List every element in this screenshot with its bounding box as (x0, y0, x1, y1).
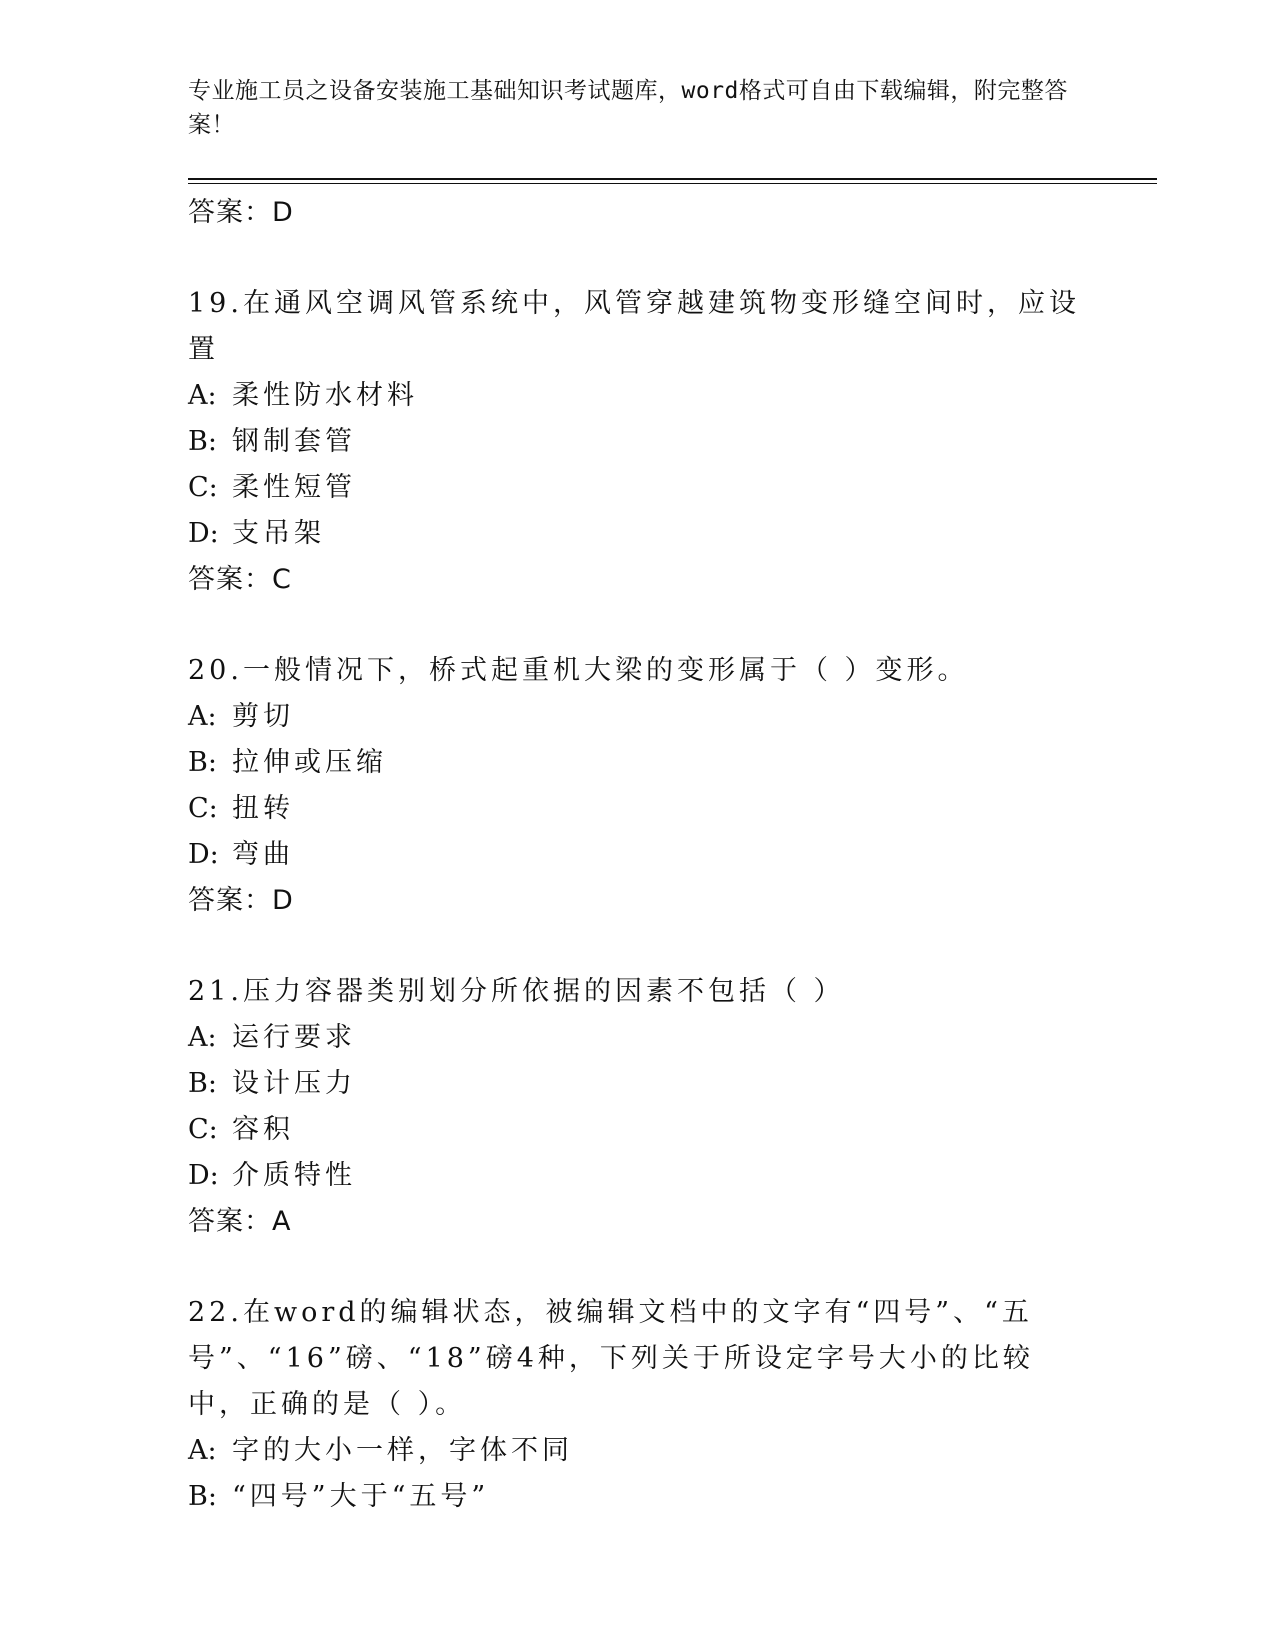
header-rule-thick (188, 178, 1157, 180)
option-letter: B: (188, 747, 217, 778)
option-letter: B: (188, 426, 217, 457)
option-a (188, 1428, 1088, 1474)
option-text: 容积 (232, 1114, 294, 1145)
option-d (188, 1153, 1088, 1199)
question-number: 22. (188, 1297, 243, 1328)
answer-line: 答案：A (188, 1206, 292, 1237)
option-letter: A: (188, 1022, 217, 1053)
question-20 (188, 648, 1088, 694)
option-text: 设计压力 (232, 1068, 356, 1099)
option-d (188, 832, 1088, 878)
question-number: 21. (188, 976, 243, 1007)
option-text: 运行要求 (232, 1022, 356, 1053)
question-text: 在word的编辑状态，被编辑文档中的文字有“四号”、“五号”、“16”磅、“18”磅4种，下列关于所设定字号大小的比较中，正确的是（ ）。 (188, 1297, 1034, 1420)
option-text: 字的大小一样，字体不同 (232, 1435, 573, 1466)
question-19 (188, 281, 1088, 373)
option-letter: D: (188, 518, 219, 549)
question-22 (188, 1290, 1088, 1428)
option-letter: A: (188, 380, 217, 411)
option-letter: D: (188, 1160, 219, 1191)
option-text: 柔性防水材料 (232, 380, 418, 411)
option-c (188, 465, 1088, 511)
question-21 (188, 969, 1088, 1015)
question-number: 19. (188, 288, 243, 319)
answer-line: 答案：D (188, 885, 294, 916)
option-text: 剪切 (232, 701, 294, 732)
answer-line: 答案：C (188, 564, 292, 595)
option-c (188, 786, 1088, 832)
option-a (188, 1015, 1088, 1061)
option-letter: B: (188, 1068, 217, 1099)
option-letter: A: (188, 1435, 217, 1466)
question-text: 在通风空调风管系统中，风管穿越建筑物变形缝空间时，应设置 (188, 288, 1080, 365)
option-letter: C: (188, 472, 218, 503)
header-rule-thin (188, 183, 1157, 184)
option-text: 介质特性 (232, 1160, 356, 1191)
option-d (188, 511, 1088, 557)
option-text: “四号”大于“五号” (232, 1481, 490, 1512)
option-text: 支吊架 (232, 518, 325, 549)
option-letter: C: (188, 1114, 218, 1145)
option-b (188, 1061, 1088, 1107)
option-text: 钢制套管 (232, 426, 356, 457)
option-b (188, 1474, 1088, 1520)
option-text: 拉伸或压缩 (232, 747, 387, 778)
option-text: 柔性短管 (232, 472, 356, 503)
option-a (188, 373, 1088, 419)
answer-line: 答案：D (188, 197, 294, 228)
option-c (188, 1107, 1088, 1153)
document-header: 专业施工员之设备安装施工基础知识考试题库，word格式可自由下载编辑，附完整答案！ (188, 78, 1068, 138)
question-list (188, 190, 1088, 1520)
question-number: 20. (188, 655, 243, 686)
option-b (188, 419, 1088, 465)
option-letter: C: (188, 793, 218, 824)
question-text: 压力容器类别划分所依据的因素不包括（ ） (242, 976, 845, 1007)
option-letter: B: (188, 1481, 217, 1512)
option-letter: D: (188, 839, 219, 870)
option-text: 弯曲 (232, 839, 294, 870)
option-letter: A: (188, 701, 217, 732)
option-text: 扭转 (232, 793, 294, 824)
option-a (188, 694, 1088, 740)
question-text: 一般情况下，桥式起重机大梁的变形属于（ ）变形。 (242, 655, 969, 686)
option-b (188, 740, 1088, 786)
